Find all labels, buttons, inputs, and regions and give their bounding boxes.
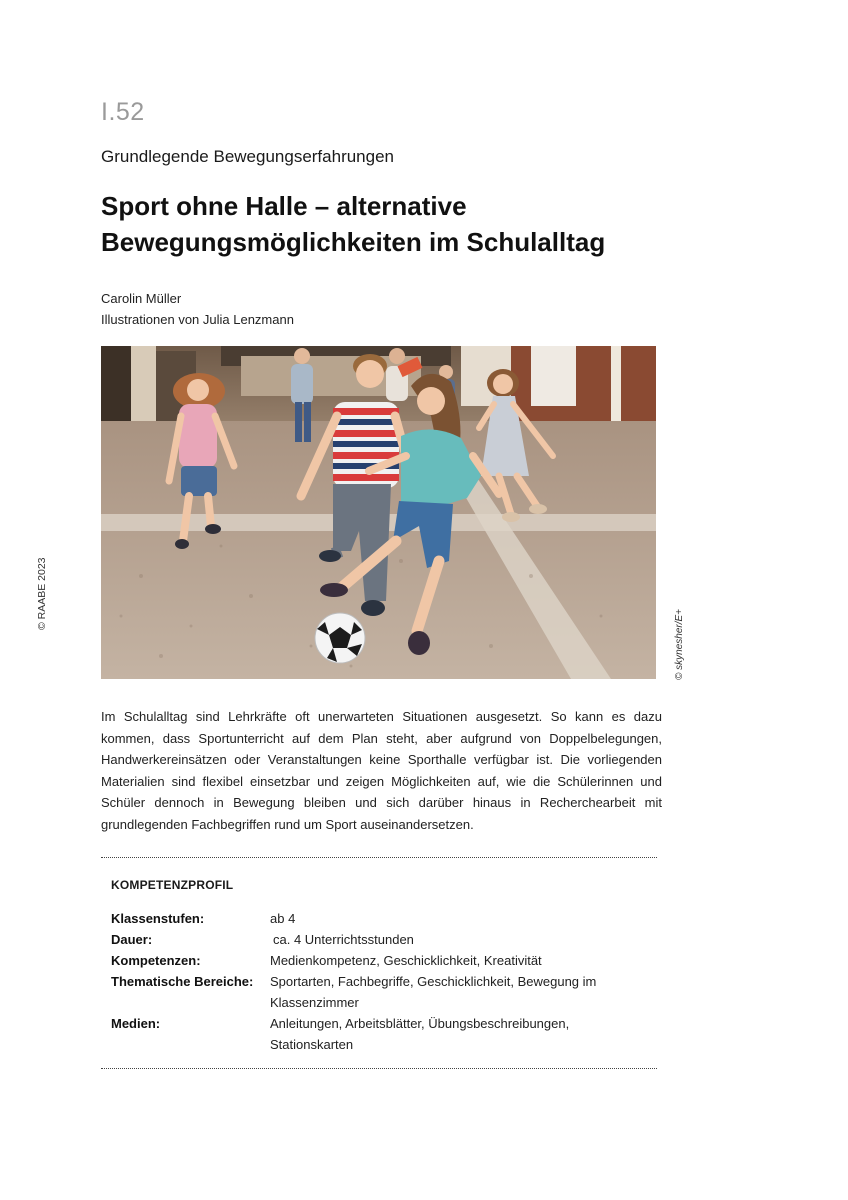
photo-credit: © skynesher/E+: [674, 608, 685, 680]
chapter-code: I.52: [101, 98, 145, 126]
page-title: [101, 188, 741, 260]
profile-label: Kompetenzen:: [111, 953, 201, 968]
children-playing-football-illustration: [101, 346, 656, 679]
illustrator-name: Illustrationen von Julia Lenzmann: [101, 312, 294, 327]
divider-bottom: [101, 1068, 657, 1069]
cover-photo: [101, 346, 656, 679]
section-title: Grundlegende Bewegungserfahrungen: [101, 147, 395, 166]
profile-row-dauer: [111, 929, 651, 950]
profile-value: ca. 4 Unterrichtsstunden: [273, 932, 414, 947]
profile-value: Medienkompetenz, Geschicklichkeit, Kreativität: [270, 953, 542, 968]
profile-value: Sportarten, Fachbegriffe, Geschicklichkeit, Bewegung im Klassenzimmer: [270, 974, 597, 1010]
intro-paragraph: Im Schulalltag sind Lehrkräfte oft unerwarteten Situationen ausgesetzt. So kann es dazu kommen, dass Sportunterricht auf dem Plan steht, aber aufgrund von Doppelbelegungen, Handwerkereinsätzen oder Veranstaltungen keine Sporthalle verfügbar ist. Die vorliegenden Materialien sind flexibel einsetzbar und zeigen Möglichkeiten auf, wie die Schülerinnen und Schüler dennoch in Bewegung bleiben und sich darüber hinaus in Recherchearbeit mit grundlegenden Fachbegriffen rund um Sport auseinandersetzen.: [101, 709, 662, 832]
author-block: [101, 288, 294, 330]
profile-value: ab 4: [270, 911, 296, 926]
divider-top: [101, 857, 657, 858]
author-name: Carolin Müller: [101, 291, 182, 306]
title-line-2: Bewegungsmöglichkeiten im Schulalltag: [101, 227, 606, 257]
kompetenzprofil-table: [111, 908, 651, 1055]
profile-value: Anleitungen, Arbeitsblätter, Übungsbeschreibungen, Stationskarten: [270, 1016, 570, 1052]
kompetenzprofil-heading: KOMPETENZPROFIL: [111, 878, 234, 892]
copyright-notice: © RAABE 2023: [36, 557, 48, 630]
title-line-1: Sport ohne Halle – alternative: [101, 191, 467, 221]
profile-label: Medien:: [111, 1016, 161, 1031]
profile-row-kompetenzen: [111, 950, 651, 971]
profile-label: Dauer:: [111, 932, 153, 947]
profile-row-medien: [111, 1013, 651, 1055]
profile-label: Klassenstufen:: [111, 911, 205, 926]
profile-row-thematische-bereiche: [111, 971, 651, 1013]
profile-label: Thematische Bereiche:: [111, 974, 254, 989]
profile-row-klassenstufen: [111, 908, 651, 929]
